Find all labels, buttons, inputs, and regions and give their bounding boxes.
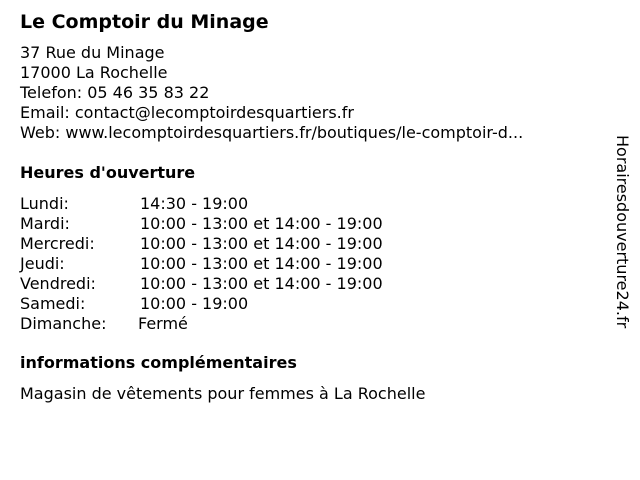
store-name: Le Comptoir du Minage [20, 11, 269, 33]
hours-row-saturday [20, 294, 440, 314]
day-label: Mardi: [20, 214, 70, 233]
opening-hours-table [20, 194, 440, 334]
hours-row-wednesday [20, 234, 440, 254]
email-address[interactable]: Email: contact@lecomptoirdesquartiers.fr [20, 103, 354, 122]
hours-row-friday [20, 274, 440, 294]
additional-info-text: Magasin de vêtements pour femmes à La Rochelle [20, 384, 426, 403]
day-label: Jeudi: [20, 254, 65, 273]
day-label: Mercredi: [20, 234, 95, 253]
hours-row-monday [20, 194, 440, 214]
day-hours: 10:00 - 13:00 et 14:00 - 19:00 [140, 214, 383, 233]
city-address: 17000 La Rochelle [20, 63, 168, 82]
hours-row-sunday [20, 314, 440, 334]
additional-info-heading: informations complémentaires [20, 353, 297, 372]
day-hours: 10:00 - 13:00 et 14:00 - 19:00 [140, 254, 383, 273]
phone-number[interactable]: Telefon: 05 46 35 83 22 [20, 83, 210, 102]
opening-hours-heading: Heures d'ouverture [20, 163, 196, 182]
site-watermark: Horairesdouverture24.fr [613, 135, 632, 329]
day-label: Vendredi: [20, 274, 96, 293]
day-label: Dimanche: [20, 314, 107, 333]
day-hours: Fermé [138, 314, 188, 333]
website-link[interactable]: Web: www.lecomptoirdesquartiers.fr/boutiques/le-comptoir-d... [20, 123, 524, 142]
day-hours: 10:00 - 19:00 [140, 294, 249, 313]
day-hours: 10:00 - 13:00 et 14:00 - 19:00 [140, 234, 383, 253]
day-label: Lundi: [20, 194, 69, 213]
street-address: 37 Rue du Minage [20, 43, 165, 62]
hours-row-tuesday [20, 214, 440, 234]
hours-row-thursday [20, 254, 440, 274]
day-hours: 10:00 - 13:00 et 14:00 - 19:00 [140, 274, 383, 293]
address-block [20, 43, 523, 143]
day-label: Samedi: [20, 294, 86, 313]
day-hours: 14:30 - 19:00 [140, 194, 249, 213]
